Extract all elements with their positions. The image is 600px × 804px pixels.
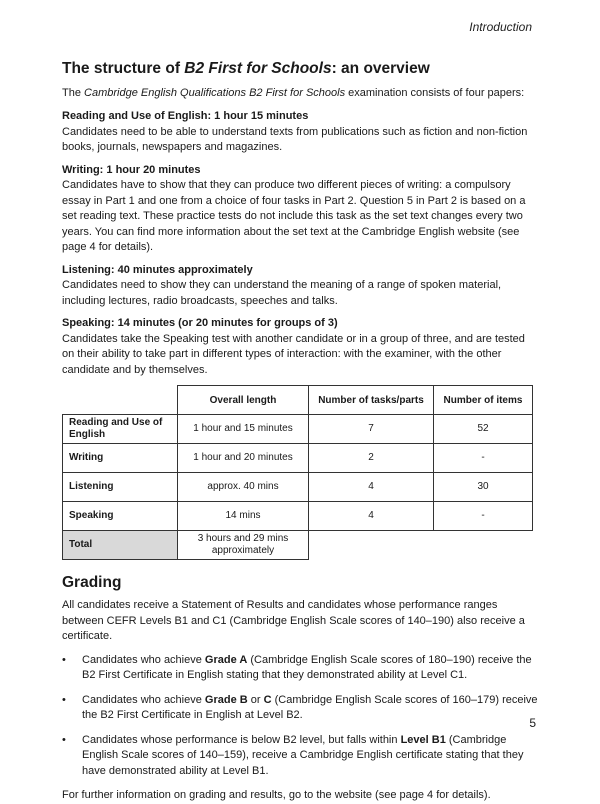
empty-cell <box>434 531 533 560</box>
empty-cell <box>309 531 434 560</box>
cell-items: 52 <box>434 415 533 444</box>
bullet-bold: Level B1 <box>400 733 446 746</box>
paper-heading: Speaking: 14 minutes (or 20 minutes for groups of 3) <box>62 317 338 330</box>
table-corner <box>63 386 178 415</box>
paper-description: Candidates have to show that they can produce two different pieces of writing: a compulsory essay in Part 1 and one from a choice of four tasks in Part 2. Question 5 in Part 2 is based on a set reading text. These practice tests do not include this task as the set text changes every two years. You can find more information about the set text at the Cambridge English website (see page 4 for details). <box>62 179 526 254</box>
bullet-bold: Grade A <box>204 653 248 666</box>
paper-heading: Reading and Use of English: 1 hour 15 minutes <box>62 110 309 123</box>
total-length: 3 hours and 29 mins approximately <box>178 531 309 560</box>
paper-description: Candidates need to be able to understand texts from publications such as fiction and non-fiction books, journals, newspapers and magazines. <box>62 125 528 154</box>
column-header-overall-length: Overall length <box>178 386 309 415</box>
page-number: 5 <box>529 716 536 730</box>
cell-length: approx. 40 mins <box>178 473 309 502</box>
cell-length: 14 mins <box>178 502 309 531</box>
paper-description: Candidates take the Speaking test with another candidate or in a group of three, and are tested on their ability to take part in different types of interaction: with the examiner, with the other candidate and by themselves. <box>62 332 525 376</box>
bullet-icon: • <box>62 693 66 706</box>
overview-title-prefix: The structure of <box>62 60 185 77</box>
list-item <box>62 733 540 780</box>
bullet-text-mid: or <box>247 693 264 706</box>
papers-table <box>62 385 533 560</box>
paper-reading <box>62 109 540 156</box>
cell-tasks: 7 <box>309 415 434 444</box>
bullet-icon: • <box>62 733 66 746</box>
table-row <box>63 473 533 502</box>
grading-intro: All candidates receive a Statement of Results and candidates whose performance ranges between CEFR Levels B1 and C1 (Cambridge English Scale scores of 140–190) also receive a certificate. <box>62 599 525 643</box>
cell-tasks: 4 <box>309 502 434 531</box>
row-label: Writing <box>63 444 178 473</box>
cell-tasks: 2 <box>309 444 434 473</box>
bullet-text-post: (Cambridge English Scale scores of 160–179) receive the B2 First Certificate in English at Level B2. <box>82 693 538 722</box>
cell-items: - <box>434 502 533 531</box>
intro-prefix: The <box>62 86 85 99</box>
bullet-bold: Grade B <box>204 693 248 706</box>
bullet-icon: • <box>62 653 66 666</box>
table-row <box>63 444 533 473</box>
cell-tasks: 4 <box>309 473 434 502</box>
intro-exam-name: Cambridge English Qualifications B2 First for Schools <box>84 86 346 99</box>
row-label: Speaking <box>63 502 178 531</box>
row-label: Listening <box>63 473 178 502</box>
table-row <box>63 502 533 531</box>
overview-title-italic: B2 First for Schools <box>184 60 332 77</box>
grading-footer: For further information on grading and results, go to the website (see page 4 for details). <box>62 789 491 802</box>
column-header-items: Number of items <box>434 386 533 415</box>
cell-length: 1 hour and 15 minutes <box>178 415 309 444</box>
paper-writing <box>62 163 540 256</box>
bullet-bold-second: C <box>263 693 272 706</box>
total-label: Total <box>63 531 178 560</box>
bullet-text-pre: Candidates who achieve <box>82 693 205 706</box>
paper-heading: Listening: 40 minutes approximately <box>62 263 253 276</box>
paper-speaking <box>62 316 540 378</box>
intro-suffix: examination consists of four papers: <box>345 86 525 99</box>
list-item <box>62 693 540 724</box>
cell-length: 1 hour and 20 minutes <box>178 444 309 473</box>
overview-title-suffix: : an overview <box>331 60 430 77</box>
list-item <box>62 653 540 684</box>
paper-heading: Writing: 1 hour 20 minutes <box>62 163 201 176</box>
table-total-row <box>63 531 533 560</box>
cell-items: - <box>434 444 533 473</box>
overview-intro <box>62 86 540 102</box>
bullet-text-post: (Cambridge English Scale scores of 180–190) receive the B2 First Certificate in English stating that they demonstrated ability at Level C1. <box>82 653 532 682</box>
cell-items: 30 <box>434 473 533 502</box>
row-label: Reading and Use of English <box>63 415 178 444</box>
grading-title: Grading <box>62 574 122 592</box>
grading-list <box>62 653 540 780</box>
paper-description: Candidates need to show they can understand the meaning of a range of spoken material, including lectures, radio broadcasts, speeches and talks. <box>62 279 502 307</box>
table-header-row <box>63 386 533 415</box>
running-header: Introduction <box>469 20 532 34</box>
paper-listening <box>62 263 540 310</box>
table-row <box>63 415 533 444</box>
page-content <box>62 60 540 804</box>
bullet-text-pre: Candidates who achieve <box>82 653 205 666</box>
column-header-tasks: Number of tasks/parts <box>309 386 434 415</box>
bullet-text-pre: Candidates whose performance is below B2 level, but falls within <box>82 733 401 746</box>
overview-title <box>62 60 540 79</box>
bullet-text-post: (Cambridge English Scale scores of 140–159), receive a Cambridge English certificate stating that they have demonstrated ability at Level B1. <box>82 733 524 777</box>
